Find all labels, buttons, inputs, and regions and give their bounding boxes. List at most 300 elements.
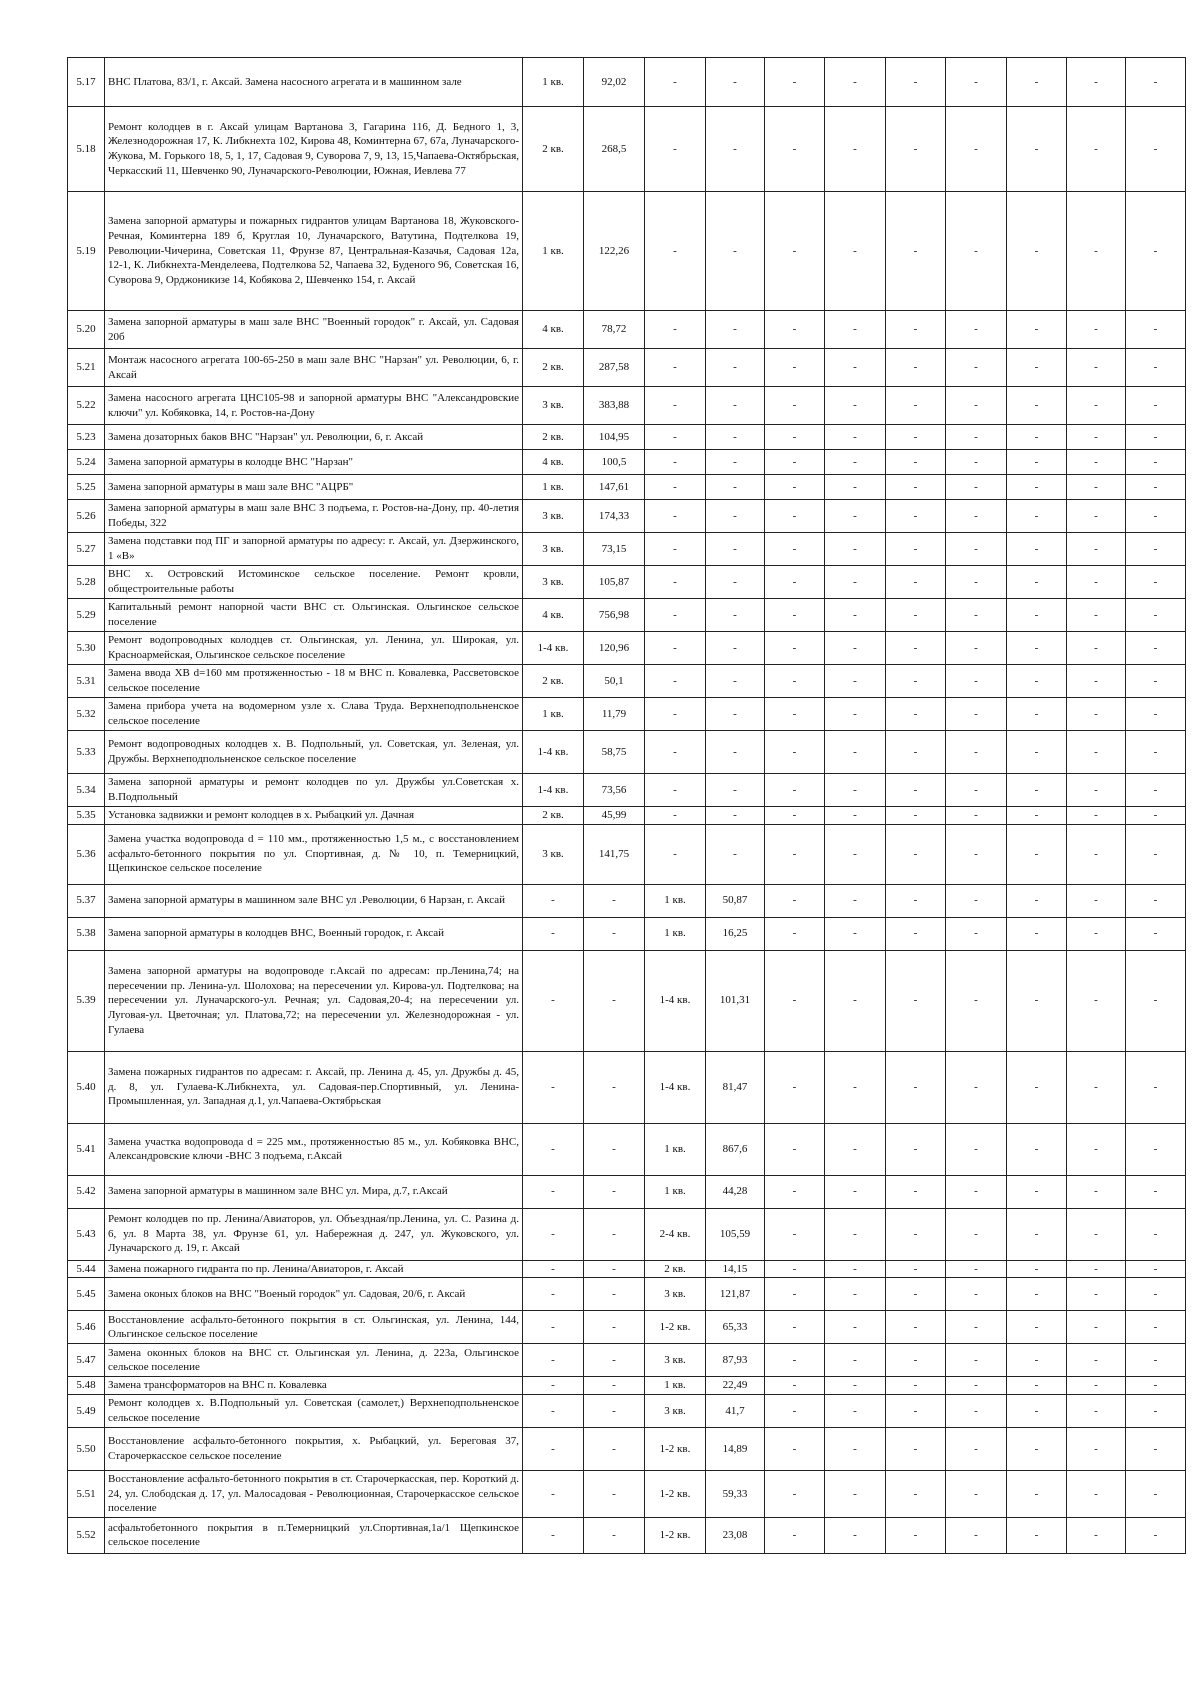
value-1: 756,98 [584,599,645,632]
row-empty-cell: - [1126,1311,1186,1344]
value-1: - [584,1123,645,1175]
row-empty-cell: - [825,349,886,387]
row-description: Замена дозаторных баков ВНС "Нарзан" ул. Революции, 6, г. Аксай [105,425,523,450]
row-empty-cell: - [1007,566,1067,599]
period-1: 3 кв. [523,566,584,599]
row-description: Замена оконных блоков на ВНС ст. Ольгинская ул. Ленина, д. 223а, Ольгинское сельское поселение [105,1344,523,1377]
row-empty-cell: - [765,917,825,950]
row-empty-cell: - [1067,824,1126,884]
row-description: Замена трансформаторов на ВНС п. Ковалевка [105,1377,523,1395]
row-empty-cell: - [765,1311,825,1344]
value-1: - [584,1175,645,1208]
row-empty-cell: - [765,1260,825,1278]
row-description: Ремонт колодцев по пр. Ленина/Авиаторов, ул. Объездная/пр.Ленина, ул. С. Разина д. 6, ул. 8 Марта 38, ул. Фрунзе 61, ул. Набережная д. 247, ул. Жуковского, ул. Луначарского д. 19, г. Аксай [105,1208,523,1260]
value-2: - [706,533,765,566]
row-empty-cell: - [765,1208,825,1260]
row-empty-cell: - [946,1208,1007,1260]
row-empty-cell: - [1067,1344,1126,1377]
row-number: 5.50 [68,1427,105,1470]
value-1: - [584,1051,645,1123]
row-empty-cell: - [1007,1470,1067,1517]
period-1: - [523,917,584,950]
row-empty-cell: - [1067,500,1126,533]
row-empty-cell: - [1067,107,1126,192]
row-description: Восстановление асфальто-бетонного покрытия в ст. Старочеркасская, пер. Короткий д. 24, ул. Слободская д. 17, ул. Малосадовая - Революционная, Старочеркасское сельское поселение [105,1470,523,1517]
row-number: 5.31 [68,665,105,698]
period-2: - [645,566,706,599]
row-empty-cell: - [1126,824,1186,884]
table-row [68,917,1186,950]
row-number: 5.42 [68,1175,105,1208]
period-1: - [523,950,584,1051]
row-empty-cell: - [1067,475,1126,500]
period-2: 1-4 кв. [645,950,706,1051]
value-2: 105,59 [706,1208,765,1260]
value-1: - [584,1517,645,1553]
period-2: 3 кв. [645,1278,706,1311]
value-1: 147,61 [584,475,645,500]
row-number: 5.45 [68,1278,105,1311]
row-empty-cell: - [825,1208,886,1260]
table-row [68,1123,1186,1175]
value-2: - [706,824,765,884]
row-empty-cell: - [1126,917,1186,950]
value-1: 100,5 [584,450,645,475]
row-empty-cell: - [1126,1051,1186,1123]
row-empty-cell: - [1007,665,1067,698]
period-1: - [523,1394,584,1427]
period-2: - [645,192,706,311]
row-empty-cell: - [886,1123,946,1175]
row-empty-cell: - [946,425,1007,450]
value-1: 287,58 [584,349,645,387]
row-empty-cell: - [946,1470,1007,1517]
row-empty-cell: - [825,1344,886,1377]
row-description: Замена оконых блоков на ВНС "Военый городок" ул. Садовая, 20/6, г. Аксай [105,1278,523,1311]
row-empty-cell: - [886,58,946,107]
row-empty-cell: - [886,1470,946,1517]
row-empty-cell: - [1126,950,1186,1051]
period-2: - [645,807,706,825]
row-empty-cell: - [825,632,886,665]
value-2: 41,7 [706,1394,765,1427]
row-empty-cell: - [1007,698,1067,731]
value-1: 92,02 [584,58,645,107]
row-empty-cell: - [1067,1175,1126,1208]
row-number: 5.27 [68,533,105,566]
table-row [68,950,1186,1051]
row-number: 5.48 [68,1377,105,1395]
row-empty-cell: - [825,500,886,533]
row-empty-cell: - [765,450,825,475]
row-empty-cell: - [825,387,886,425]
value-1: 73,15 [584,533,645,566]
period-2: - [645,698,706,731]
period-1: 3 кв. [523,387,584,425]
value-1: 73,56 [584,774,645,807]
row-description: Замена запорной арматуры и пожарных гидрантов улицам Вартанова 18, Жуковского-Речная, Коминтерна 189 б, Круглая 10, Луначарского, Ватутина, Подтелкова 19, Революции-Чичерина, Советская 11, Фрунзе 87, Центральная-Казачья, Садовая 12а, 12-1, К. Либкнехта-Менделеева, Подтелкова 52, Чапаева 32, Буденого 96, Советская 16, Суворова 9, Орджоникизе 14, Кобякова 2, Шевченко 154, г. Аксай [105,192,523,311]
row-description: Замена ввода ХВ d=160 мм протяженностью - 18 м ВНС п. Ковалевка, Рассветовское сельское поселение [105,665,523,698]
row-empty-cell: - [765,566,825,599]
row-empty-cell: - [886,475,946,500]
value-2: 44,28 [706,1175,765,1208]
row-empty-cell: - [825,1470,886,1517]
row-empty-cell: - [765,58,825,107]
value-1: - [584,1344,645,1377]
period-1: 1 кв. [523,192,584,311]
row-empty-cell: - [946,665,1007,698]
period-1: 3 кв. [523,533,584,566]
row-empty-cell: - [1007,387,1067,425]
row-empty-cell: - [886,632,946,665]
period-1: - [523,1175,584,1208]
table-row [68,1208,1186,1260]
table-row [68,1051,1186,1123]
investment-program-table [67,57,1186,1554]
period-2: - [645,387,706,425]
value-2: - [706,698,765,731]
row-empty-cell: - [765,1517,825,1553]
row-description: Замена запорной арматуры в машинном зале ВНС ул. Мира, д.7, г.Аксай [105,1175,523,1208]
row-empty-cell: - [1007,1175,1067,1208]
period-1: 1 кв. [523,475,584,500]
table-row [68,311,1186,349]
row-empty-cell: - [765,500,825,533]
period-1: 2 кв. [523,425,584,450]
table-row [68,698,1186,731]
table-row [68,665,1186,698]
row-description: Ремонт колодцев в г. Аксай улицам Вартанова 3, Гагарина 116, Д. Бедного 1, 3, Железнодорожная 17, К. Либкнехта 102, Кирова 48, Коминтерна 67, 67а, Луначарского-Жукова, М. Горького 18, 5, 1, 17, Садовая 9, Суворова 7, 9, 13, 15,Чапаева-Октябрьская, Черкасский 11, Шевченко 90, Луначарского-Революции, Южная, Иевлева 77 [105,107,523,192]
value-1: - [584,917,645,950]
row-empty-cell: - [1126,500,1186,533]
period-1: - [523,884,584,917]
row-empty-cell: - [1126,731,1186,774]
row-description: Замена насосного агрегата ЦНС105-98 и запорной арматуры ВНС "Александровские ключи" ул. Кобяковка, 14, г. Ростов-на-Дону [105,387,523,425]
row-empty-cell: - [946,1394,1007,1427]
row-description: Замена запорной арматуры в машинном зале ВНС ул .Революции, 6 Нарзан, г. Аксай [105,884,523,917]
value-2: 101,31 [706,950,765,1051]
row-empty-cell: - [946,311,1007,349]
period-1: - [523,1427,584,1470]
table-row [68,58,1186,107]
period-2: - [645,425,706,450]
row-empty-cell: - [1067,1051,1126,1123]
period-2: 1-2 кв. [645,1311,706,1344]
row-empty-cell: - [765,1427,825,1470]
row-empty-cell: - [886,698,946,731]
row-empty-cell: - [946,58,1007,107]
row-empty-cell: - [1126,311,1186,349]
row-empty-cell: - [946,884,1007,917]
value-2: 14,15 [706,1260,765,1278]
value-2: - [706,192,765,311]
row-empty-cell: - [825,698,886,731]
table-row [68,533,1186,566]
row-empty-cell: - [765,1278,825,1311]
row-empty-cell: - [765,533,825,566]
row-empty-cell: - [886,387,946,425]
row-empty-cell: - [765,349,825,387]
value-2: - [706,731,765,774]
row-empty-cell: - [946,774,1007,807]
row-empty-cell: - [1126,425,1186,450]
row-number: 5.32 [68,698,105,731]
row-empty-cell: - [1007,1427,1067,1470]
row-empty-cell: - [946,1427,1007,1470]
row-description: Восстановление асфальто-бетонного покрытия в ст. Ольгинская, ул. Ленина, 144, Ольгинское сельское поселение [105,1311,523,1344]
row-empty-cell: - [1126,1175,1186,1208]
row-number: 5.28 [68,566,105,599]
row-description: Замена запорной арматуры в маш зале ВНС "АЦРБ" [105,475,523,500]
row-empty-cell: - [1126,58,1186,107]
row-empty-cell: - [825,566,886,599]
period-1: - [523,1517,584,1553]
row-empty-cell: - [886,311,946,349]
value-1: - [584,950,645,1051]
period-1: 1-4 кв. [523,774,584,807]
period-2: - [645,533,706,566]
row-empty-cell: - [886,1278,946,1311]
row-empty-cell: - [1007,475,1067,500]
row-empty-cell: - [1007,824,1067,884]
row-empty-cell: - [886,566,946,599]
row-description: ВНС Платова, 83/1, г. Аксай. Замена насосного агрегата и в машинном зале [105,58,523,107]
row-empty-cell: - [825,450,886,475]
row-empty-cell: - [825,425,886,450]
table-row [68,1377,1186,1395]
value-1: 45,99 [584,807,645,825]
value-1: - [584,1311,645,1344]
row-empty-cell: - [825,824,886,884]
row-empty-cell: - [946,387,1007,425]
row-empty-cell: - [1126,665,1186,698]
row-empty-cell: - [886,349,946,387]
period-1: 2 кв. [523,665,584,698]
row-empty-cell: - [1007,1278,1067,1311]
row-empty-cell: - [1126,475,1186,500]
row-number: 5.38 [68,917,105,950]
row-empty-cell: - [1126,566,1186,599]
period-2: 1 кв. [645,917,706,950]
row-empty-cell: - [1007,1311,1067,1344]
row-empty-cell: - [1007,807,1067,825]
row-empty-cell: - [765,824,825,884]
value-2: - [706,566,765,599]
row-empty-cell: - [1067,665,1126,698]
row-empty-cell: - [886,1311,946,1344]
row-description: Установка задвижки и ремонт колодцев в х. Рыбацкий ул. Дачная [105,807,523,825]
row-empty-cell: - [1067,1311,1126,1344]
table-row [68,500,1186,533]
row-number: 5.19 [68,192,105,311]
value-1: 174,33 [584,500,645,533]
period-1: 2 кв. [523,107,584,192]
row-empty-cell: - [946,599,1007,632]
value-2: 87,93 [706,1344,765,1377]
row-empty-cell: - [1126,1123,1186,1175]
period-1: - [523,1208,584,1260]
row-description: Ремонт колодцев х. В.Подпольный ул. Советская (самолет,) Верхнеподпольненское сельское поселение [105,1394,523,1427]
period-2: - [645,774,706,807]
row-empty-cell: - [886,500,946,533]
period-2: 2 кв. [645,1260,706,1278]
row-empty-cell: - [946,192,1007,311]
period-2: - [645,665,706,698]
row-empty-cell: - [886,1394,946,1427]
row-number: 5.33 [68,731,105,774]
row-empty-cell: - [946,917,1007,950]
row-empty-cell: - [825,475,886,500]
value-2: 867,6 [706,1123,765,1175]
table-body [68,58,1186,1554]
row-empty-cell: - [765,387,825,425]
period-1: 3 кв. [523,500,584,533]
row-empty-cell: - [1007,1208,1067,1260]
period-2: 1 кв. [645,884,706,917]
value-2: - [706,807,765,825]
row-empty-cell: - [1007,731,1067,774]
table-row [68,1278,1186,1311]
table-row [68,731,1186,774]
row-empty-cell: - [1007,599,1067,632]
row-empty-cell: - [765,632,825,665]
value-1: 104,95 [584,425,645,450]
row-empty-cell: - [825,311,886,349]
row-empty-cell: - [765,884,825,917]
row-empty-cell: - [1007,533,1067,566]
row-empty-cell: - [1126,632,1186,665]
row-empty-cell: - [1067,533,1126,566]
row-empty-cell: - [825,1123,886,1175]
row-empty-cell: - [1126,1260,1186,1278]
row-empty-cell: - [765,731,825,774]
row-empty-cell: - [765,1394,825,1427]
row-number: 5.41 [68,1123,105,1175]
table-row [68,1394,1186,1427]
row-empty-cell: - [886,950,946,1051]
row-description: Капитальный ремонт напорной части ВНС ст. Ольгинская. Ольгинское сельское поселение [105,599,523,632]
period-1: - [523,1123,584,1175]
table-row [68,349,1186,387]
row-empty-cell: - [1126,1208,1186,1260]
row-number: 5.37 [68,884,105,917]
row-description: Замена участка водопровода d = 225 мм., протяженностью 85 м., ул. Кобяковка ВНС, Александровские ключи -ВНС 3 подъема, г.Аксай [105,1123,523,1175]
row-empty-cell: - [1126,599,1186,632]
row-empty-cell: - [1067,950,1126,1051]
table-row [68,387,1186,425]
row-empty-cell: - [1007,349,1067,387]
row-empty-cell: - [946,566,1007,599]
row-empty-cell: - [886,1175,946,1208]
row-empty-cell: - [1067,311,1126,349]
row-empty-cell: - [1126,1394,1186,1427]
row-empty-cell: - [825,1175,886,1208]
row-empty-cell: - [765,1175,825,1208]
row-empty-cell: - [1007,1394,1067,1427]
row-empty-cell: - [1007,917,1067,950]
row-empty-cell: - [765,1377,825,1395]
row-empty-cell: - [1067,917,1126,950]
row-empty-cell: - [1126,349,1186,387]
row-empty-cell: - [946,731,1007,774]
row-empty-cell: - [946,1311,1007,1344]
period-1: - [523,1470,584,1517]
row-empty-cell: - [886,1344,946,1377]
value-2: 50,87 [706,884,765,917]
period-1: - [523,1278,584,1311]
row-empty-cell: - [1007,632,1067,665]
row-empty-cell: - [946,450,1007,475]
row-empty-cell: - [886,192,946,311]
row-empty-cell: - [886,425,946,450]
period-2: - [645,349,706,387]
row-number: 5.24 [68,450,105,475]
row-number: 5.44 [68,1260,105,1278]
row-empty-cell: - [825,599,886,632]
row-empty-cell: - [765,950,825,1051]
row-empty-cell: - [1007,450,1067,475]
row-description: асфальтобетонного покрытия в п.Темерницкий ул.Спортивная,1а/1 Щепкинское сельское поселение [105,1517,523,1553]
row-empty-cell: - [1067,1394,1126,1427]
table-row [68,632,1186,665]
row-number: 5.18 [68,107,105,192]
period-2: 1 кв. [645,1377,706,1395]
row-empty-cell: - [1007,774,1067,807]
row-empty-cell: - [886,1427,946,1470]
row-empty-cell: - [765,807,825,825]
row-empty-cell: - [765,665,825,698]
row-empty-cell: - [946,1377,1007,1395]
value-2: 23,08 [706,1517,765,1553]
row-empty-cell: - [765,192,825,311]
row-empty-cell: - [825,917,886,950]
row-empty-cell: - [946,349,1007,387]
table-row [68,1427,1186,1470]
row-empty-cell: - [1126,1470,1186,1517]
table-row [68,599,1186,632]
period-1: 4 кв. [523,599,584,632]
row-description: Замена запорной арматуры и ремонт колодцев по ул. Дружбы ул.Советская х. В.Подпольный [105,774,523,807]
value-1: - [584,1470,645,1517]
table-row [68,192,1186,311]
row-empty-cell: - [1067,774,1126,807]
row-empty-cell: - [886,665,946,698]
value-1: 383,88 [584,387,645,425]
row-empty-cell: - [886,599,946,632]
row-number: 5.23 [68,425,105,450]
table-row [68,824,1186,884]
row-empty-cell: - [946,632,1007,665]
row-number: 5.51 [68,1470,105,1517]
row-empty-cell: - [1126,884,1186,917]
row-empty-cell: - [1126,450,1186,475]
value-2: 22,49 [706,1377,765,1395]
row-description: Ремонт водопроводных колодцев ст. Ольгинская, ул. Ленина, ул. Широкая, ул. Красноармейская, Ольгинское сельское поселение [105,632,523,665]
row-empty-cell: - [1007,1377,1067,1395]
row-empty-cell: - [825,1517,886,1553]
period-1: - [523,1311,584,1344]
row-number: 5.22 [68,387,105,425]
table-row [68,807,1186,825]
row-empty-cell: - [946,533,1007,566]
row-empty-cell: - [1067,599,1126,632]
row-empty-cell: - [1007,107,1067,192]
row-empty-cell: - [1067,698,1126,731]
row-empty-cell: - [1126,698,1186,731]
value-2: - [706,632,765,665]
row-number: 5.39 [68,950,105,1051]
value-2: - [706,450,765,475]
